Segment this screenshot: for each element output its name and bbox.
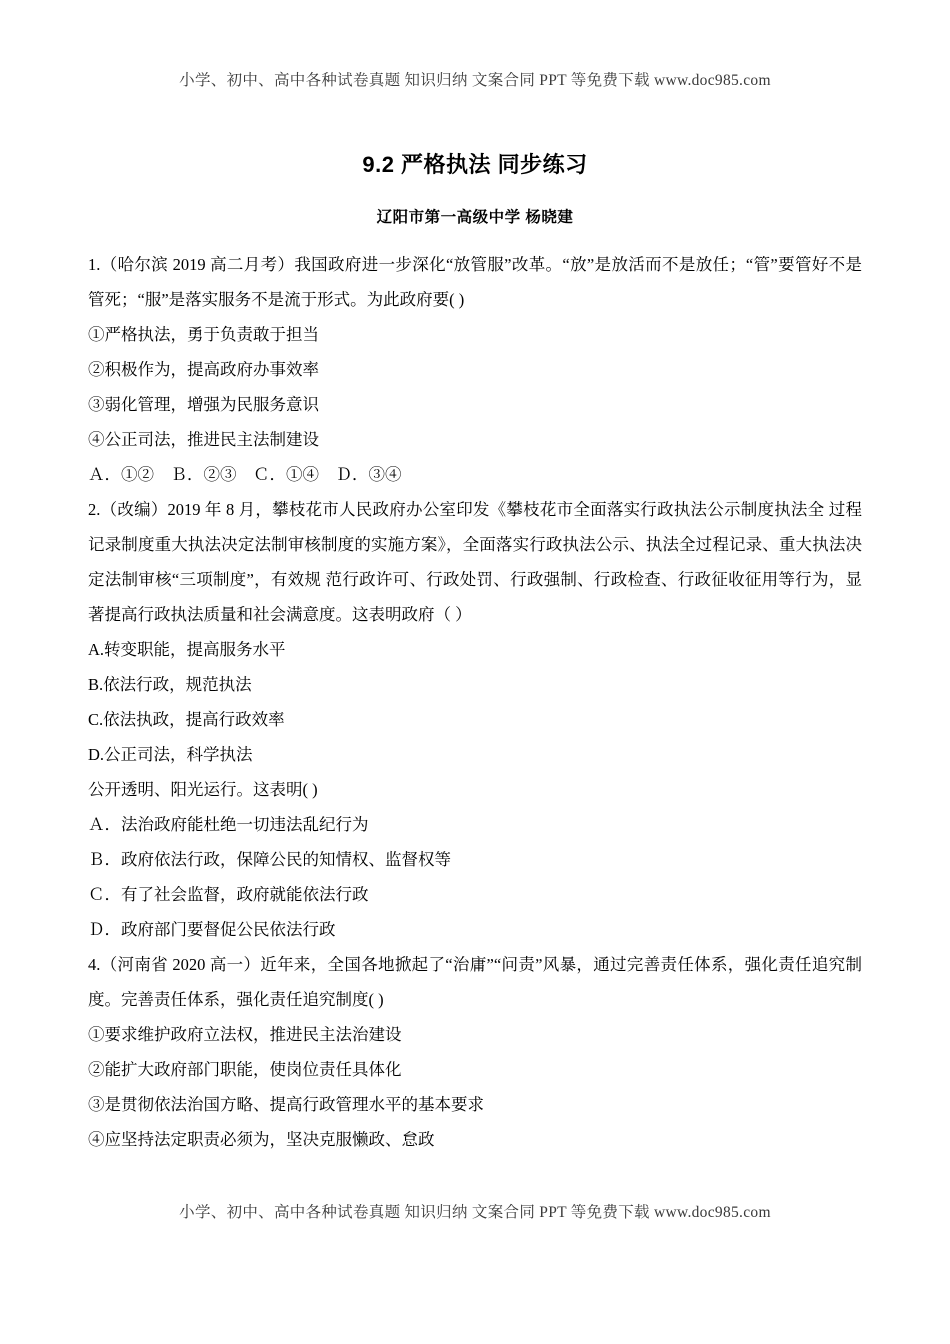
question-2-option-a: A.转变职能，提高服务水平 xyxy=(88,640,286,659)
question-1 xyxy=(88,247,862,492)
question-2 xyxy=(88,492,862,772)
question-4-option-1: ①要求维护政府立法权，推进民主法治建设 xyxy=(88,1025,402,1044)
watermark-bottom: 小学、初中、高中各种试卷真题 知识归纳 文案合同 PPT 等免费下载 www.doc985.com xyxy=(179,1204,771,1221)
question-1-option-2: ②积极作为，提高政府办事效率 xyxy=(88,360,319,379)
question-2-option-c: C.依法执政，提高行政效率 xyxy=(88,710,285,729)
question-1-option-1: ①严格执法，勇于负责敢于担当 xyxy=(88,325,319,344)
question-4-option-3: ③是贯彻依法治国方略、提高行政管理水平的基本要求 xyxy=(88,1095,484,1114)
question-4-option-4: ④应坚持法定职责必须为，坚决克服懒政、怠政 xyxy=(88,1130,435,1149)
question-1-option-3: ③弱化管理，增强为民服务意识 xyxy=(88,395,319,414)
question-4-stem: 4.（河南省 2020 高一）近年来，全国各地掀起了“治庸”“问责”风暴，通过完善责任体系，强化责任追究制度。完善责任体系，强化责任追究制度( ) xyxy=(88,955,862,1009)
question-1-option-4: ④公正司法，推进民主法制建设 xyxy=(88,430,319,449)
question-3-stem: 公开透明、阳光运行。这表明( ) xyxy=(88,780,318,799)
question-2-option-b: B.依法行政，规范执法 xyxy=(88,675,252,694)
question-3-option-d: Ｄ．政府部门要督促公民依法行政 xyxy=(88,920,336,939)
question-2-stem: 2.（改编）2019 年 8 月，攀枝花市人民政府办公室印发《攀枝花市全面落实行政执法公示制度执法全 过程记录制度重大执法决定法制审核制度的实施方案》，全面落实行政执法公示、执法全过程记录、重大执法决定法制审核“三项制度”，有效规 范行政许可、行政处罚、行政强制、行政检查、行政征收征用等行为，显著提高行政执法质量和社会满意度。这表明政府（ ） xyxy=(88,500,862,624)
question-1-choices: Ａ．①② Ｂ．②③ Ｃ．①④ Ｄ．③④ xyxy=(88,465,402,484)
question-3 xyxy=(88,772,862,947)
watermark-top: 小学、初中、高中各种试卷真题 知识归纳 文案合同 PPT 等免费下载 www.doc985.com xyxy=(179,72,771,89)
document-author: 辽阳市第一高级中学 杨晓建 xyxy=(376,209,574,226)
question-3-option-a: Ａ．法治政府能杜绝一切违法乱纪行为 xyxy=(88,815,369,834)
question-1-stem: 1.（哈尔滨 2019 高二月考）我国政府进一步深化“放管服”改革。“放”是放活而不是放任；“管”要管好不是管死；“服”是落实服务不是流于形式。为此政府要( ) xyxy=(88,255,862,309)
question-3-option-c: Ｃ．有了社会监督，政府就能依法行政 xyxy=(88,885,369,904)
question-2-option-d: D.公正司法，科学执法 xyxy=(88,745,253,764)
question-3-option-b: Ｂ．政府依法行政，保障公民的知情权、监督权等 xyxy=(88,850,451,869)
question-4 xyxy=(88,947,862,1157)
question-4-option-2: ②能扩大政府部门职能，使岗位责任具体化 xyxy=(88,1060,402,1079)
page-title: 9.2 严格执法 同步练习 xyxy=(362,152,588,177)
